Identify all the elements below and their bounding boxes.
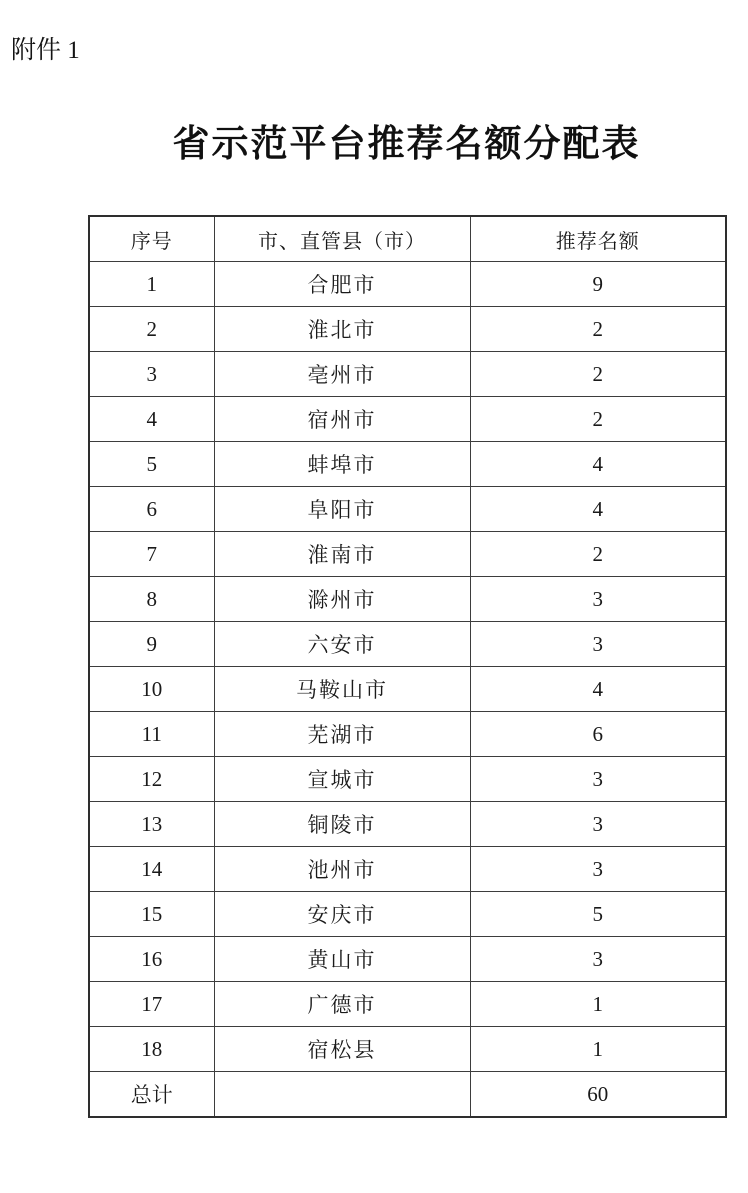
header-cell-region: 市、直管县（市）: [214, 216, 470, 262]
cell-no: 1: [89, 262, 214, 307]
cell-no: 18: [89, 1027, 214, 1072]
cell-quota: 2: [470, 397, 726, 442]
cell-region: 铜陵市: [214, 802, 470, 847]
cell-no: 17: [89, 982, 214, 1027]
cell-quota: 4: [470, 667, 726, 712]
cell-quota: 1: [470, 982, 726, 1027]
cell-no: 7: [89, 532, 214, 577]
cell-region: 淮南市: [214, 532, 470, 577]
cell-quota: 2: [470, 352, 726, 397]
cell-no: 12: [89, 757, 214, 802]
cell-no: 2: [89, 307, 214, 352]
cell-region: 合肥市: [214, 262, 470, 307]
cell-no: 9: [89, 622, 214, 667]
cell-quota: 3: [470, 937, 726, 982]
cell-no: 13: [89, 802, 214, 847]
table-row: [89, 532, 726, 577]
cell-region: 蚌埠市: [214, 442, 470, 487]
cell-region: 广德市: [214, 982, 470, 1027]
cell-region: 安庆市: [214, 892, 470, 937]
table-row: [89, 307, 726, 352]
table-row: [89, 397, 726, 442]
table-row: [89, 892, 726, 937]
attachment-label: 附件 1: [11, 37, 80, 64]
cell-no: 10: [89, 667, 214, 712]
cell-region: [214, 1072, 470, 1118]
cell-quota: 3: [470, 577, 726, 622]
table-row: [89, 487, 726, 532]
cell-quota: 6: [470, 712, 726, 757]
table-row: [89, 667, 726, 712]
cell-quota: 4: [470, 442, 726, 487]
page-title: 省示范平台推荐名额分配表: [172, 123, 641, 164]
cell-region: 马鞍山市: [214, 667, 470, 712]
cell-region: 宿松县: [214, 1027, 470, 1072]
cell-no: 总计: [89, 1072, 214, 1118]
cell-region: 淮北市: [214, 307, 470, 352]
table-header-row: [89, 216, 726, 262]
table-row: [89, 802, 726, 847]
cell-quota: 9: [470, 262, 726, 307]
cell-quota: 1: [470, 1027, 726, 1072]
table-row: [89, 982, 726, 1027]
quota-table: [88, 215, 727, 1118]
table-row: [89, 262, 726, 307]
table-total-row: [89, 1072, 726, 1118]
cell-no: 6: [89, 487, 214, 532]
cell-quota: 5: [470, 892, 726, 937]
cell-region: 池州市: [214, 847, 470, 892]
table-row: [89, 847, 726, 892]
cell-quota: 3: [470, 757, 726, 802]
cell-no: 14: [89, 847, 214, 892]
cell-quota: 2: [470, 532, 726, 577]
cell-no: 11: [89, 712, 214, 757]
cell-region: 阜阳市: [214, 487, 470, 532]
cell-quota: 3: [470, 802, 726, 847]
table-row: [89, 622, 726, 667]
cell-region: 亳州市: [214, 352, 470, 397]
cell-region: 宣城市: [214, 757, 470, 802]
cell-quota: 3: [470, 622, 726, 667]
table-row: [89, 1027, 726, 1072]
header-cell-quota: 推荐名额: [470, 216, 726, 262]
cell-region: 六安市: [214, 622, 470, 667]
table-row: [89, 442, 726, 487]
table-row: [89, 712, 726, 757]
table-row: [89, 937, 726, 982]
cell-no: 3: [89, 352, 214, 397]
cell-quota: 4: [470, 487, 726, 532]
cell-no: 15: [89, 892, 214, 937]
table-row: [89, 757, 726, 802]
cell-no: 8: [89, 577, 214, 622]
cell-region: 滁州市: [214, 577, 470, 622]
cell-no: 16: [89, 937, 214, 982]
cell-quota: 2: [470, 307, 726, 352]
header-cell-no: 序号: [89, 216, 214, 262]
cell-region: 芜湖市: [214, 712, 470, 757]
cell-quota: 60: [470, 1072, 726, 1118]
cell-no: 5: [89, 442, 214, 487]
table-row: [89, 352, 726, 397]
cell-region: 宿州市: [214, 397, 470, 442]
cell-region: 黄山市: [214, 937, 470, 982]
table-row: [89, 577, 726, 622]
cell-quota: 3: [470, 847, 726, 892]
cell-no: 4: [89, 397, 214, 442]
